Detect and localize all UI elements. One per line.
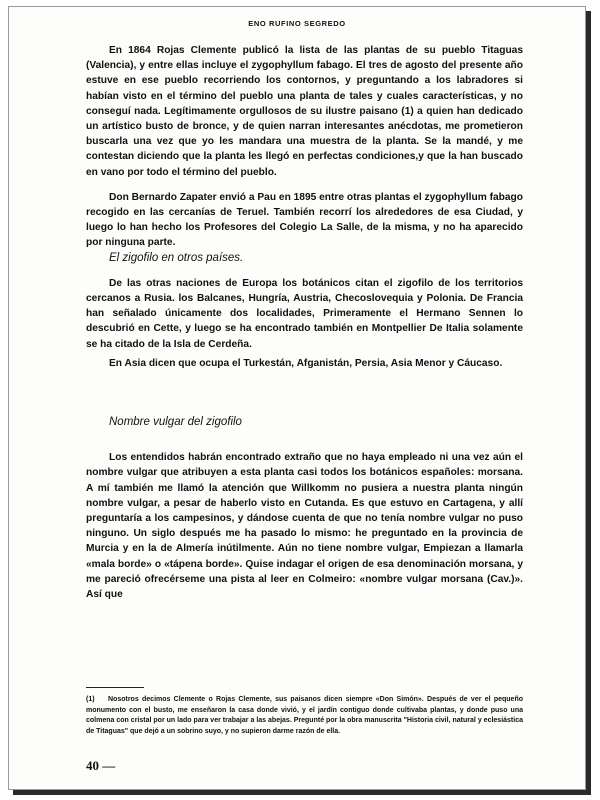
body-text [86,43,523,612]
footnote [86,695,523,737]
footnote-marker: (1) [86,696,95,703]
footnote-separator [86,687,144,688]
paragraph-rojas-clemente: En 1864 Rojas Clemente publicó la lista de las plantas de su pueblo Titaguas (Valencia), y entre ellas incluye el zygophyllum fabago. El tres de agosto del presente año estuve en ese pueblo recorriendo los contornos, y preguntando a los labradores si habían visto en el término del pueblo una planta de tales y cuales características, y no conseguí nada. Legítimamente orgullosos de su ilustre paisano (1) a quien han dedicado un artístico busto de bronce, y de quien narran interesantes anécdotas, me prometieron buscarla una vez que yo les mandara una muestra de la planta. Se la mandé, y me contestan diciendo que la planta les llegó en perfectas condiciones,y que la han buscado en vano por todo el término del pueblo. [86,45,523,178]
paragraph-nombre-vulgar: Los entendidos habrán encontrado extraño que no haya empleado ni una vez aún el nombre vulgar que atribuyen a esta planta casi todos los botánicos españoles: morsana. A mí también me llamó la atención que Willkomm no pusiera a nuestra planta ningún nombre vulgar, a pesar de haberlo visto en Cutanda. Es que estuvo en Cartagena, y allí preguntaría a los campesinos, y dándose cuenta de que no tenía nombre vulgar no puso ninguno. Un siglo después me ha pasado lo mismo: he preguntado en la provincia de Murcia y en la de Almería inútilmente. Aún no tiene nombre vulgar, Empiezan a llamarla «mala borde» o «tápena borde». Quise indagar el origen de esa denominación morsana, y me pareció ofrecérseme una pista al leer en Colmeiro: «nombre vulgar morsana (Cav.)». Así que [86,452,523,601]
document-page [8,6,586,790]
paragraph-europa: De las otras naciones de Europa los botánicos citan el zigofilo de los territorios cercanos a Rusia. los Balcanes, Hungría, Austria, Checoslovequia y Polonia. De Francia han señalado únicamente dos localidades, Primeramente el Hermano Sennen lo descubrió en Cette, y luego se ha encontrado también en Montpellier De Italia solamente se ha citado de la Isla de Cerdeña. [86,277,523,350]
running-header: ENO RUFINO SEGREDO [248,19,346,28]
page-number: 40 — [86,758,116,773]
section-heading-nombre-vulgar: Nombre vulgar del zigofilo [109,416,242,429]
section-heading-otros-paises: El zigofilo en otros países. [109,251,244,264]
footnote-text: Nosotros decimos Clemente o Rojas Clemente, sus paisanos dicen siempre «Don Simón». Después de ver el pequeño monumento con el busto, me enseñaron la casa donde vivió, y el jardín contiguo donde cultivaba plantas, y donde puso una colmena con cristal por un lado para ver trabajar a las abejas. Pregunté por la obra manuscrita "Historia civil, natural y eclesiástica de Titaguas" que dejó a un sobrino suyo, y no supieron darme razón de ella. [86,696,523,735]
paragraph-asia: En Asia dicen que ocupa el Turkestán, Afganistán, Persia, Asia Menor y Cáucaso. [109,357,503,369]
paragraph-zapater: Don Bernardo Zapater envió a Pau en 1895 entre otras plantas el zygophyllum fabago recogido en las cercanías de Teruel. También recorrí los alrededores de esa Ciudad, y luego lo han hecho los Profesores del Colegio La Salle, de la misma, y no ha aparecido por ninguna parte. [86,191,523,249]
